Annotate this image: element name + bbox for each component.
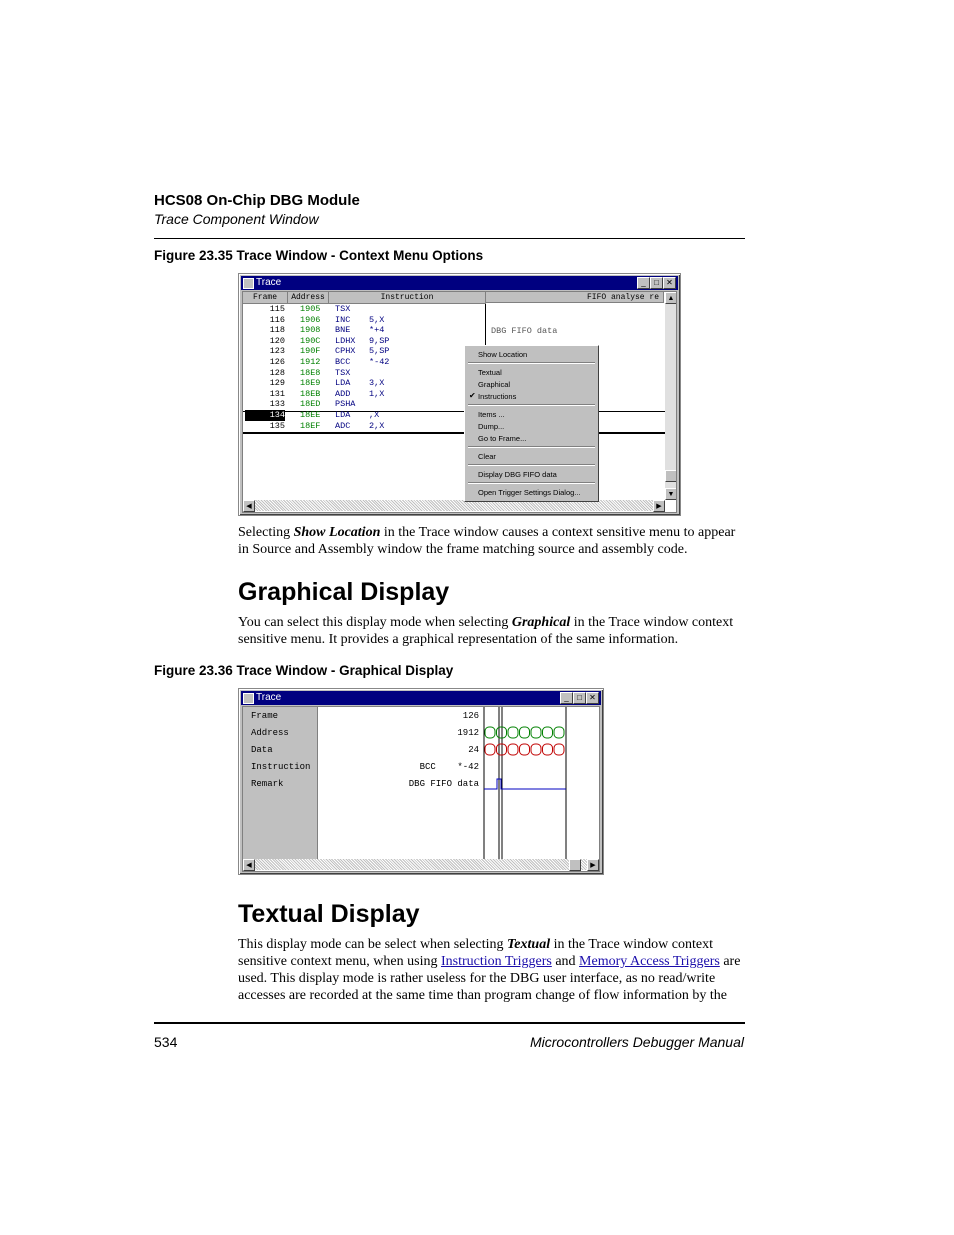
- trace-title: Trace: [256, 692, 282, 703]
- value-data: 24: [468, 745, 479, 755]
- address-cell: 18ED: [300, 399, 321, 410]
- close-button[interactable]: ✕: [663, 277, 676, 289]
- value-frame: 126: [462, 711, 479, 721]
- memory-access-triggers-link[interactable]: Memory Access Triggers: [579, 954, 720, 969]
- textual-paragraph: [238, 936, 746, 1004]
- col-fifo[interactable]: FIFO analyse re: [486, 292, 664, 303]
- col-address[interactable]: Address: [288, 292, 329, 304]
- col-frame[interactable]: Frame: [243, 292, 288, 304]
- frame-cell: 126: [269, 357, 285, 367]
- scroll-left-button[interactable]: ◀: [243, 500, 255, 512]
- menu-instructions[interactable]: Instructions: [478, 392, 517, 401]
- value-instruction: BCC *-42: [419, 762, 479, 772]
- menu-items[interactable]: Items ...: [478, 410, 505, 419]
- opcode-cell: ADC: [335, 420, 351, 431]
- text-span: Selecting: [238, 525, 294, 540]
- close-button[interactable]: ✕: [586, 692, 599, 704]
- opcode-cell: TSX: [335, 367, 351, 378]
- heading-textual-display: Textual Display: [238, 900, 420, 928]
- opcode-cell: INC: [335, 314, 351, 325]
- waveform-bubble: [554, 744, 564, 755]
- vertical-scrollbar[interactable]: [665, 292, 676, 500]
- label-remark: Remark: [251, 779, 284, 789]
- trace-app-icon: [243, 693, 254, 704]
- waveform-bubble: [485, 727, 495, 738]
- horizontal-scrollbar[interactable]: [243, 500, 665, 511]
- menu-open-trigger-settings[interactable]: Open Trigger Settings Dialog...: [478, 488, 581, 497]
- text-span: are used. This display mode is rather useless for the DBG user interface, as no read/write accesses are recorded at the same time than program change of flow information by the: [238, 954, 741, 1003]
- frame-cell: 123: [269, 346, 285, 357]
- col-instruction[interactable]: Instruction: [329, 292, 486, 304]
- menu-dump[interactable]: Dump...: [478, 422, 505, 431]
- scroll-thumb[interactable]: [665, 470, 677, 482]
- address-cell: 18EE: [300, 410, 321, 420]
- graphical-client-area: [242, 706, 600, 872]
- data-waveform: [485, 744, 564, 755]
- waveform-bubble: [531, 727, 541, 738]
- menu-separator: [468, 362, 595, 364]
- trace-app-icon: [243, 278, 254, 289]
- operand-cell: 1,X: [369, 388, 385, 399]
- waveform-bubble: [543, 744, 553, 755]
- heading-graphical-display: Graphical Display: [238, 578, 450, 606]
- table-row[interactable]: [243, 399, 485, 410]
- waveform-bubble: [508, 744, 518, 755]
- label-instruction: Instruction: [251, 762, 311, 772]
- table-row[interactable]: [243, 304, 485, 315]
- table-row[interactable]: [243, 378, 485, 389]
- label-data: Data: [251, 745, 273, 755]
- figure-caption-2: Figure 23.36 Trace Window - Graphical Display: [154, 663, 454, 678]
- address-cell: 1906: [300, 314, 321, 325]
- opcode-cell: CPHX: [335, 346, 356, 357]
- waveform-bubble: [508, 727, 518, 738]
- trace-window-graphical: [238, 688, 604, 875]
- instruction-triggers-link[interactable]: Instruction Triggers: [440, 954, 552, 969]
- waveform-bubble: [543, 727, 553, 738]
- label-frame: Frame: [251, 711, 279, 721]
- operand-cell: ,X: [369, 410, 380, 420]
- scroll-right-button[interactable]: ▶: [653, 500, 665, 512]
- text-span: This display mode can be select when selecting: [238, 937, 508, 952]
- text-span: in the Trace window causes a context sensitive menu to appear in Source and Assembly window the frame matching source and assembly code.: [238, 525, 736, 557]
- trace-title: Trace: [256, 277, 282, 288]
- opcode-cell: PSHA: [335, 399, 356, 410]
- operand-cell: *+4: [369, 325, 385, 336]
- opcode-cell: BCC: [335, 357, 351, 367]
- label-address: Address: [251, 728, 289, 738]
- frame-cell: 115: [269, 304, 285, 314]
- selection-line-bottom: [243, 432, 665, 434]
- trace-window-context: [238, 273, 681, 516]
- opcode-cell: LDA: [335, 410, 351, 420]
- value-remark: DBG FIFO data: [408, 779, 479, 789]
- minimize-button[interactable]: _: [637, 277, 650, 289]
- trace-titlebar[interactable]: [241, 276, 678, 290]
- emphasis: Textual: [507, 937, 551, 952]
- address-cell: 18E8: [300, 367, 321, 378]
- text-span: You can select this display mode when selecting: [238, 615, 512, 630]
- scroll-right-button[interactable]: ▶: [587, 859, 599, 871]
- table-row[interactable]: [243, 315, 485, 326]
- address-cell: 1912: [300, 357, 321, 367]
- table-row[interactable]: [243, 357, 485, 368]
- trace-titlebar[interactable]: [241, 691, 601, 705]
- address-cell: 18EF: [300, 420, 321, 431]
- footer-rule: [154, 1022, 745, 1024]
- emphasis: Show Location: [293, 525, 381, 540]
- table-row[interactable]: [243, 346, 485, 357]
- table-row[interactable]: [243, 336, 485, 347]
- show-location-paragraph: [238, 524, 746, 558]
- operand-cell: 2,X: [369, 420, 385, 431]
- table-row[interactable]: [243, 410, 485, 421]
- menu-separator: [468, 482, 595, 484]
- address-cell: 190F: [300, 346, 321, 357]
- table-row[interactable]: [243, 325, 485, 336]
- check-icon: ✔: [469, 391, 476, 400]
- opcode-cell: TSX: [335, 304, 351, 314]
- menu-separator: [468, 464, 595, 466]
- frame-cell: 133: [269, 399, 285, 410]
- text-span: in the Trace window context sensitive menu. It provides a graphical representation of the same information.: [238, 615, 734, 647]
- context-menu: [464, 345, 599, 502]
- menu-display-fifo[interactable]: Display DBG FIFO data: [478, 470, 557, 479]
- waveform-bubble: [520, 727, 530, 738]
- address-waveform: [485, 727, 564, 738]
- address-cell: 1905: [300, 304, 321, 314]
- value-address: 1912: [457, 728, 479, 738]
- menu-graphical[interactable]: Graphical: [478, 380, 511, 389]
- page-number: 534: [154, 1034, 178, 1050]
- label-panel: [243, 707, 318, 859]
- section-subtitle: Trace Component Window: [154, 211, 319, 227]
- maximize-button[interactable]: □: [650, 277, 663, 289]
- trace-client-area: [242, 291, 677, 513]
- frame-cell: 118: [269, 325, 285, 336]
- frame-cell: 120: [269, 335, 285, 346]
- chapter-title: HCS08 On-Chip DBG Module: [154, 192, 360, 209]
- operand-cell: 3,X: [369, 378, 385, 389]
- waveform-bubble: [554, 727, 564, 738]
- frame-cell: 134: [245, 410, 285, 421]
- waveform-bubble: [520, 744, 530, 755]
- address-cell: 18EB: [300, 388, 321, 399]
- frame-cell: 129: [269, 378, 285, 389]
- scroll-left-button[interactable]: ◀: [243, 859, 255, 871]
- graphical-paragraph: [238, 614, 746, 648]
- frame-cell: 135: [269, 420, 285, 431]
- table-row[interactable]: [243, 389, 485, 400]
- opcode-cell: LDA: [335, 378, 351, 389]
- waveform-bubble: [531, 744, 541, 755]
- frame-cell: 128: [269, 367, 285, 378]
- address-cell: 190C: [300, 335, 321, 346]
- opcode-cell: ADD: [335, 388, 351, 399]
- menu-go-to-frame[interactable]: Go to Frame...: [478, 434, 527, 443]
- address-cell: 1908: [300, 325, 321, 336]
- frame-cell: 131: [269, 388, 285, 399]
- operand-cell: 5,X: [369, 314, 385, 325]
- text-span: in the Trace window context sensitive context menu, when using: [238, 937, 713, 969]
- waveform-panel: [481, 707, 599, 859]
- maximize-button[interactable]: □: [573, 692, 586, 704]
- fifo-data-text: DBG FIFO data: [491, 326, 558, 336]
- address-cell: 18E9: [300, 378, 321, 389]
- operand-cell: 9,SP: [369, 335, 390, 346]
- remark-waveform: [484, 779, 566, 789]
- menu-separator: [468, 446, 595, 448]
- opcode-cell: BNE: [335, 325, 351, 336]
- waveform-bubble: [485, 744, 495, 755]
- scroll-down-button[interactable]: ▼: [665, 488, 677, 500]
- text-span: and: [551, 954, 580, 969]
- menu-textual[interactable]: Textual: [478, 368, 502, 377]
- menu-show-location[interactable]: Show Location: [478, 350, 528, 359]
- figure-caption-1: Figure 23.35 Trace Window - Context Menu Options: [154, 248, 484, 263]
- menu-separator: [468, 404, 595, 406]
- emphasis: Graphical: [511, 615, 571, 630]
- header-rule: [154, 238, 745, 239]
- frame-cell: 116: [269, 314, 285, 325]
- scroll-thumb[interactable]: [569, 859, 581, 871]
- scroll-up-button[interactable]: ▲: [665, 292, 677, 304]
- operand-cell: *-42: [369, 357, 390, 367]
- horizontal-scrollbar[interactable]: [243, 859, 599, 870]
- table-row[interactable]: [243, 421, 485, 432]
- minimize-button[interactable]: _: [560, 692, 573, 704]
- manual-title: Microcontrollers Debugger Manual: [530, 1034, 744, 1050]
- operand-cell: 5,SP: [369, 346, 390, 357]
- table-row[interactable]: [243, 368, 485, 379]
- opcode-cell: LDHX: [335, 335, 356, 346]
- menu-clear[interactable]: Clear: [478, 452, 496, 461]
